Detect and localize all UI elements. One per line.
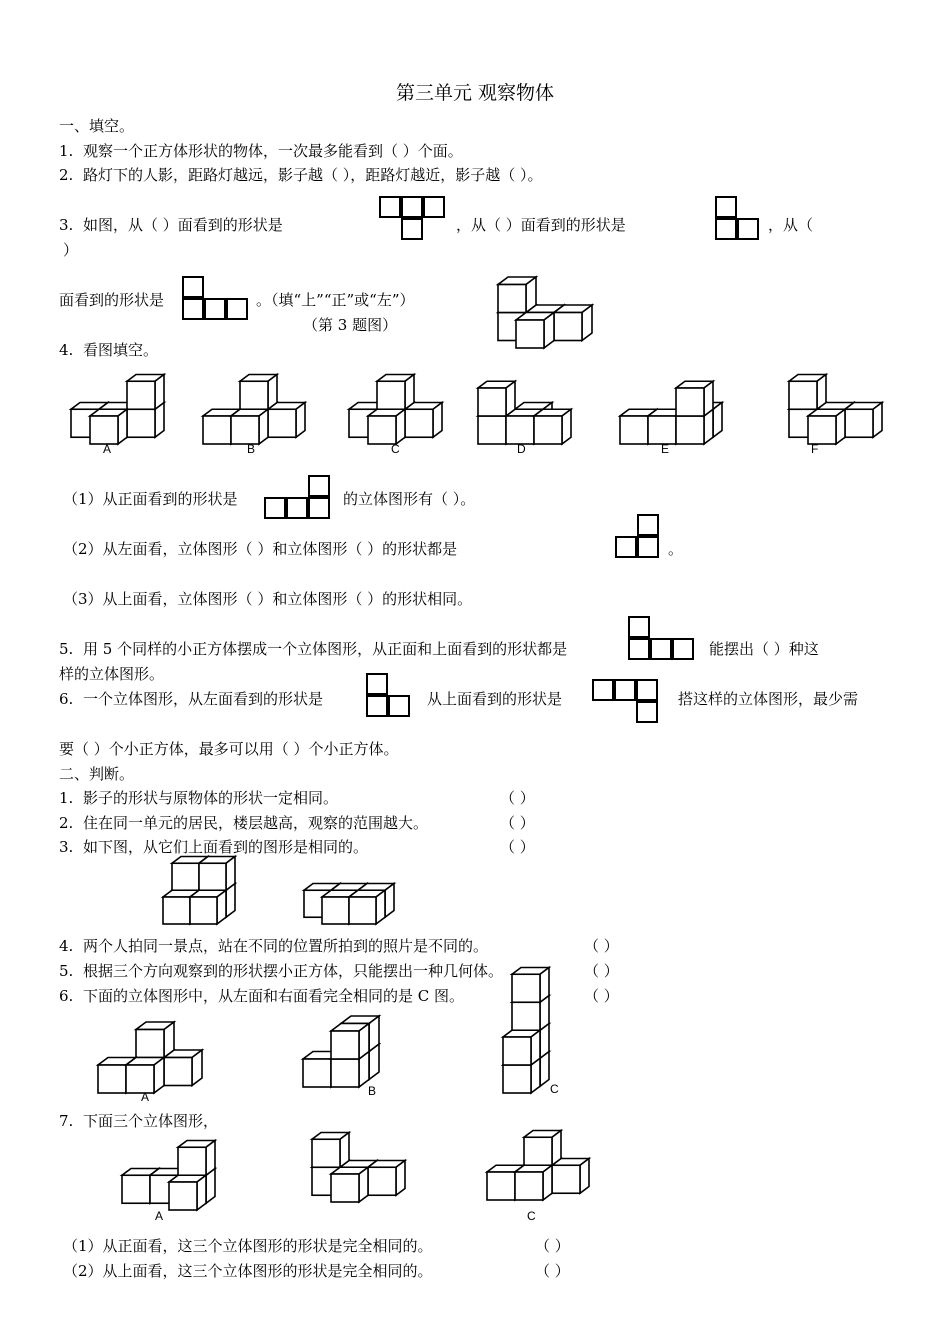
judge-7-figure-a [113,1136,213,1212]
q4-sub2-text-a: （2）从左面看，立体图形（ ）和立体图形（ ）的形状都是 [63,540,458,558]
cube [312,1133,349,1168]
cube [268,403,305,438]
cube [534,409,571,444]
q3-text-e: 面看到的形状是 [59,291,165,309]
judge-3-answer: （ ） [500,838,535,856]
q5-number: 5. [59,640,74,658]
judge-7-sub2-answer: （ ） [535,1262,570,1280]
q4-sub1-text-a: （1）从正面看到的形状是 [63,490,238,508]
q6-text-b: 从上面看到的形状是 [427,690,563,708]
q4-figure-d [478,366,578,446]
q4-label-f: F [811,442,819,456]
judge-6-label-a: A [141,1090,150,1104]
judge-6-label-b: B [368,1084,377,1098]
q4-label-b: B [247,442,256,456]
q6-text-d: 要（ ）个小正方体，最多可以用（ ）个小正方体。 [59,740,399,758]
judge-5-answer: （ ） [584,962,619,980]
q3-text-f: 。（填“上”“正”或“左”） [256,291,415,309]
q6-text-c: 搭这样的立体图形，最少需 [678,690,859,708]
q1-number: 1. [59,142,74,160]
cube [231,409,268,444]
judge-7-sub2-text: （2）从上面看，这三个立体图形的形状是完全相同的。 [63,1262,433,1280]
q4-figure-b [203,366,313,446]
q3-text-b: ，从（ ）面看到的形状是 [456,216,626,234]
cube [552,1159,589,1194]
cube [126,1058,164,1094]
cube [405,403,442,438]
q4-sub3-text: （3）从上面看，立体图形（ ）和立体图形（ ）的形状相同。 [63,590,473,608]
q2-number: 2. [59,166,74,184]
judge-7-text: 下面三个立体图形， [83,1112,219,1130]
q3-text-c: ，从（ [768,216,814,234]
judge-4-number: 4. [59,937,74,955]
q6-text-a: 一个立体图形，从左面看到的形状是 [83,690,324,708]
cube [331,1167,368,1202]
cube [498,277,536,313]
judge-2-number: 2. [59,814,74,832]
q1-text: 观察一个正方体形状的物体，一次最多能看到（ ）个面。 [83,142,463,160]
judge-7-figure-c [487,1124,587,1202]
cube [808,409,845,444]
cube [515,1165,552,1200]
judge-2-answer: （ ） [500,814,535,832]
q5-text-a: 用 5 个同样的小正方体摆成一个立体图形，从正面和上面看到的形状都是 [83,640,568,658]
q4-sub2-text-b: 。 [668,540,684,558]
judge-3-text: 如下图，从它们上面看到的图形是相同的。 [83,838,369,856]
cube [164,1050,202,1086]
cube [368,409,405,444]
cube [524,1131,561,1166]
judge-6-figure-b [303,1011,393,1089]
judge-7-label-a: A [155,1209,164,1223]
judge-5-text: 根据三个方向观察到的形状摆小正方体，只能摆出一种几何体。 [83,962,504,980]
cube [676,381,713,416]
q2-text: 路灯下的人影，距路灯越远，影子越（ ），距路灯越近，影子越（ ）。 [83,166,543,184]
cube [127,375,164,410]
judge-1-text: 影子的形状与原物体的形状一定相同。 [83,789,339,807]
page-title: 第三单元 观察物体 [395,82,555,104]
cube [178,1141,215,1176]
q4-figure-a [62,366,162,446]
cube [368,1161,405,1196]
q5-text-b: 能摆出（ ）种这 [709,640,819,658]
judge-7-figure-b [303,1128,403,1204]
cube [478,381,515,416]
judge-6-answer: （ ） [584,987,619,1005]
cube [90,409,127,444]
judge-3-figure-left [163,866,243,926]
judge-7-sub1-answer: （ ） [535,1237,570,1255]
judge-1-number: 1. [59,789,74,807]
cube [169,1175,206,1210]
section-heading-judge: 二、判断。 [59,765,135,783]
cube [136,1022,174,1058]
q4-figure-e [620,366,730,446]
judge-6-figure-c [503,985,567,1095]
q3-solid-figure [488,268,598,350]
judge-5-number: 5. [59,962,74,980]
q4-sub1-text-b: 的立体图形有（ ）。 [343,490,476,508]
cube [331,1024,369,1060]
judge-7-number: 7. [59,1112,74,1130]
q3-text-a: 如图，从（ ）面看到的形状是 [83,216,283,234]
judge-7-label-c: C [527,1209,536,1223]
q4-text: 看图填空。 [83,341,159,359]
judge-6-figure-a [98,1011,208,1095]
q6-number: 6. [59,690,74,708]
judge-4-text: 两个人拍同一景点，站在不同的位置所拍到的照片是不同的。 [83,937,489,955]
judge-6-number: 6. [59,987,74,1005]
cube [845,403,882,438]
judge-6-text: 下面的立体图形中，从左面和右面看完全相同的是 C 图。 [83,987,465,1005]
q4-label-d: D [517,442,526,456]
cube [199,857,235,891]
judge-7-sub1-text: （1）从正面看，这三个立体图形的形状是完全相同的。 [63,1237,433,1255]
q4-label-e: E [661,442,670,456]
judge-3-figure-right [295,874,385,926]
cube [240,375,277,410]
cube [789,375,826,410]
cube [349,890,385,924]
cube [512,968,549,1003]
judge-1-answer: （ ） [500,789,535,807]
q3-text-d: ） [63,241,79,259]
judge-2-text: 住在同一单元的居民，楼层越高，观察的范围越大。 [83,814,429,832]
q5-text-c: 样的立体图形。 [59,665,165,683]
q4-label-c: C [391,442,400,456]
cube [554,305,592,341]
q4-figure-c [340,366,440,446]
q4-number: 4. [59,341,74,359]
judge-6-label-c: C [550,1082,559,1096]
judge-4-answer: （ ） [584,937,619,955]
cube [377,375,414,410]
q4-label-a: A [103,442,112,456]
cube [516,313,554,349]
q3-caption: （第 3 题图） [303,316,398,334]
judge-3-number: 3. [59,838,74,856]
q3-number: 3. [59,216,74,234]
section-heading-fill: 一、填空。 [59,117,135,135]
cube [190,890,226,924]
q4-figure-f [780,360,880,446]
cube [503,1030,540,1065]
